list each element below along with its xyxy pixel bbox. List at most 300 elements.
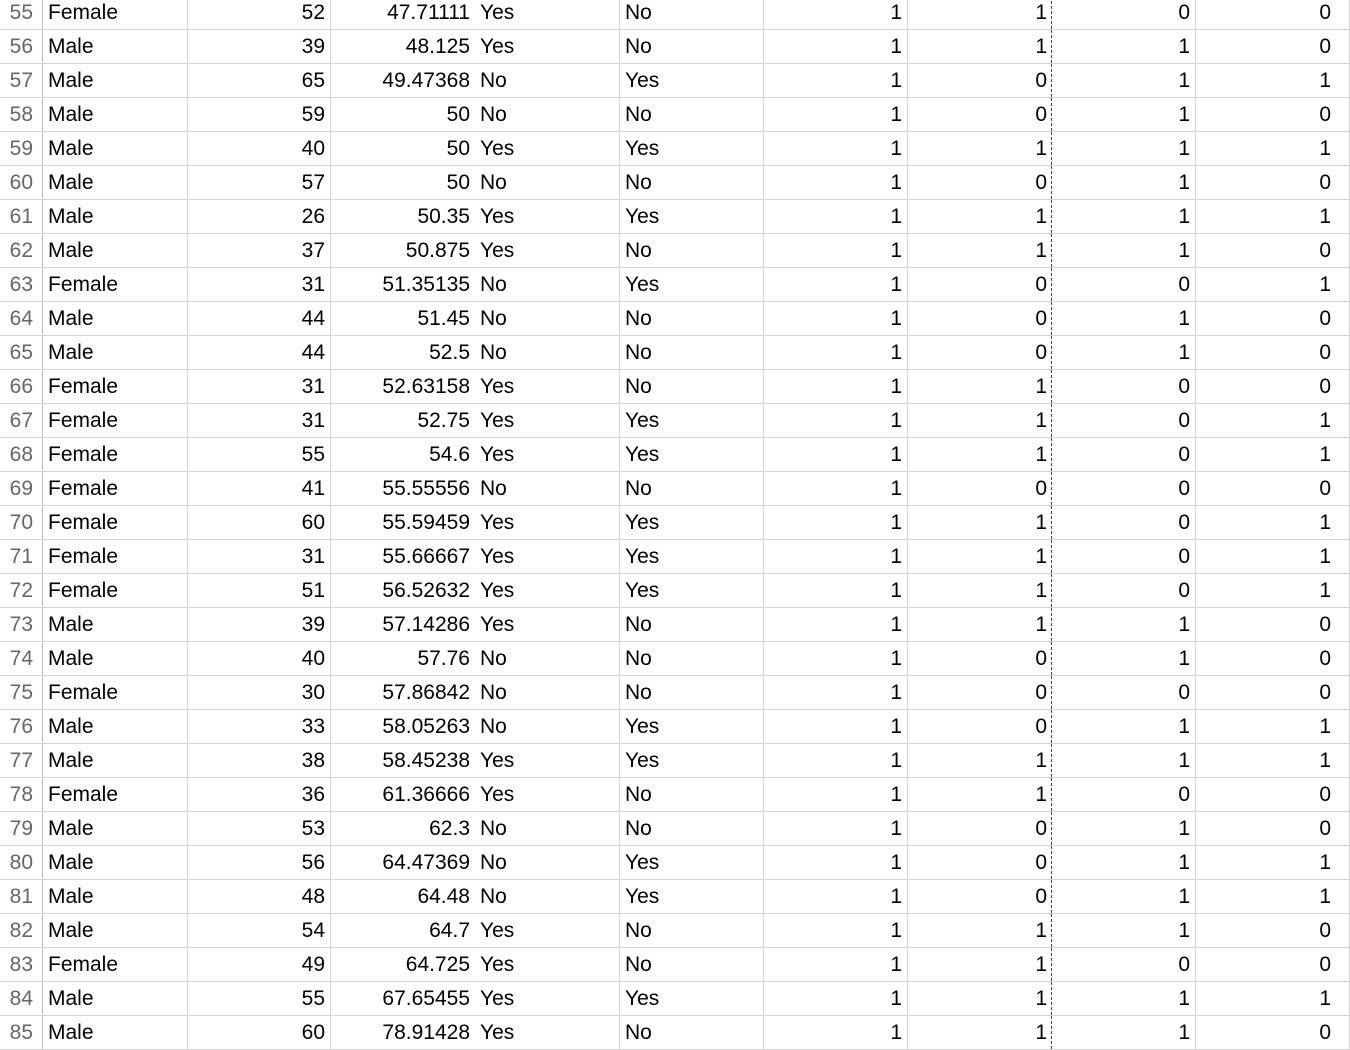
cell-flag-1[interactable]: 1 [764,302,908,335]
cell-yes-no-2[interactable]: No [620,1016,764,1049]
cell-age[interactable]: 31 [188,540,331,573]
cell-flag-2[interactable]: 1 [908,404,1052,437]
cell-value[interactable]: 64.7 [429,918,470,942]
cell-value[interactable]: 52.5 [429,340,470,364]
cell-value[interactable]: 54.6 [429,442,470,466]
cell-age[interactable]: 44 [188,336,331,369]
cell-flag-4[interactable]: 1 [1196,710,1350,743]
cell-flag-4[interactable]: 1 [1196,64,1350,97]
cell-age[interactable]: 31 [188,404,331,437]
cell-yes-no-1[interactable]: Yes [476,506,620,539]
cell-flag-4[interactable]: 0 [1196,472,1350,505]
cell-gender[interactable]: Male [43,234,188,267]
cell-flag-4[interactable]: 1 [1196,438,1350,471]
row-header[interactable]: 82 [0,914,43,947]
cell-yes-no-1[interactable]: No [476,846,620,879]
cell-flag-2[interactable]: 0 [908,710,1052,743]
cell-gender[interactable]: Male [43,812,188,845]
row-header[interactable]: 60 [0,166,43,199]
cell-flag-1[interactable]: 1 [764,778,908,811]
cell-flag-4[interactable]: 0 [1196,676,1350,709]
row-header[interactable]: 75 [0,676,43,709]
cell-flag-3[interactable]: 0 [1052,0,1196,29]
cell-flag-1[interactable]: 1 [764,64,908,97]
cell-yes-no-2[interactable]: Yes [620,880,764,913]
cell-flag-2[interactable]: 1 [908,744,1052,777]
cell-flag-2[interactable]: 0 [908,64,1052,97]
cell-value[interactable]: 50 [446,136,470,160]
cell-flag-1[interactable]: 1 [764,846,908,879]
row-header[interactable]: 68 [0,438,43,471]
cell-yes-no-1[interactable]: Yes [476,778,620,811]
cell-age[interactable]: 30 [188,676,331,709]
cell-flag-4[interactable]: 1 [1196,880,1350,913]
cell-flag-1[interactable]: 1 [764,676,908,709]
cell-value[interactable]: 67.65455 [382,986,470,1010]
cell-gender[interactable]: Female [43,0,188,29]
cell-value[interactable]: 57.86842 [382,680,470,704]
cell-age[interactable]: 52 [188,0,331,29]
cell-flag-4[interactable]: 1 [1196,200,1350,233]
cell-flag-2[interactable]: 0 [908,166,1052,199]
cell-flag-3[interactable]: 1 [1052,30,1196,63]
cell-flag-3[interactable]: 0 [1052,404,1196,437]
row-header[interactable]: 85 [0,1016,43,1049]
cell-value[interactable]: 64.47369 [382,850,470,874]
cell-yes-no-2[interactable]: Yes [620,64,764,97]
cell-flag-4[interactable]: 0 [1196,812,1350,845]
cell-flag-4[interactable]: 0 [1196,1016,1350,1049]
cell-yes-no-2[interactable]: No [620,370,764,403]
cell-yes-no-2[interactable]: No [620,234,764,267]
cell-flag-2[interactable]: 1 [908,370,1052,403]
cell-flag-1[interactable]: 1 [764,98,908,131]
cell-yes-no-2[interactable]: No [620,302,764,335]
cell-yes-no-1[interactable]: Yes [476,948,620,981]
cell-gender[interactable]: Female [43,574,188,607]
cell-flag-4[interactable]: 1 [1196,744,1350,777]
cell-yes-no-2[interactable]: No [620,608,764,641]
cell-gender[interactable]: Female [43,268,188,301]
cell-gender[interactable]: Male [43,302,188,335]
cell-yes-no-1[interactable]: No [476,472,620,505]
cell-value[interactable]: 62.3 [429,816,470,840]
cell-yes-no-2[interactable]: Yes [620,846,764,879]
cell-yes-no-2[interactable]: Yes [620,574,764,607]
cell-value[interactable]: 55.59459 [382,510,470,534]
cell-value[interactable]: 49.47368 [382,68,470,92]
row-header[interactable]: 83 [0,948,43,981]
cell-yes-no-1[interactable]: Yes [476,132,620,165]
cell-value[interactable]: 50.35 [417,204,470,228]
cell-gender[interactable]: Female [43,540,188,573]
cell-yes-no-2[interactable]: Yes [620,438,764,471]
cell-flag-3[interactable]: 0 [1052,506,1196,539]
cell-flag-1[interactable]: 1 [764,200,908,233]
row-header[interactable]: 81 [0,880,43,913]
cell-age[interactable]: 57 [188,166,331,199]
cell-yes-no-2[interactable]: No [620,676,764,709]
cell-flag-4[interactable]: 0 [1196,166,1350,199]
cell-age[interactable]: 36 [188,778,331,811]
cell-yes-no-1[interactable]: Yes [476,0,620,29]
cell-gender[interactable]: Male [43,982,188,1015]
cell-gender[interactable]: Female [43,472,188,505]
cell-flag-4[interactable]: 1 [1196,540,1350,573]
cell-age[interactable]: 31 [188,370,331,403]
cell-yes-no-2[interactable]: No [620,948,764,981]
cell-age[interactable]: 48 [188,880,331,913]
cell-gender[interactable]: Male [43,710,188,743]
cell-flag-3[interactable]: 1 [1052,812,1196,845]
cell-flag-3[interactable]: 1 [1052,642,1196,675]
cell-flag-4[interactable]: 0 [1196,302,1350,335]
cell-flag-4[interactable]: 1 [1196,268,1350,301]
row-header[interactable]: 77 [0,744,43,777]
cell-flag-1[interactable]: 1 [764,370,908,403]
cell-gender[interactable]: Male [43,166,188,199]
cell-yes-no-2[interactable]: No [620,0,764,29]
cell-gender[interactable]: Male [43,642,188,675]
cell-flag-4[interactable]: 0 [1196,0,1350,29]
cell-age[interactable]: 60 [188,506,331,539]
cell-flag-4[interactable]: 0 [1196,336,1350,369]
cell-flag-2[interactable]: 1 [908,506,1052,539]
cell-yes-no-1[interactable]: Yes [476,914,620,947]
cell-value[interactable]: 55.55556 [382,476,470,500]
cell-flag-1[interactable]: 1 [764,234,908,267]
cell-yes-no-2[interactable]: Yes [620,200,764,233]
row-header[interactable]: 58 [0,98,43,131]
cell-value[interactable]: 56.52632 [382,578,470,602]
cell-flag-4[interactable]: 0 [1196,30,1350,63]
cell-flag-3[interactable]: 0 [1052,370,1196,403]
row-header[interactable]: 63 [0,268,43,301]
cell-flag-1[interactable]: 1 [764,0,908,29]
row-header[interactable]: 73 [0,608,43,641]
cell-flag-1[interactable]: 1 [764,336,908,369]
cell-flag-4[interactable]: 0 [1196,234,1350,267]
cell-flag-1[interactable]: 1 [764,132,908,165]
cell-value[interactable]: 52.63158 [382,374,470,398]
cell-yes-no-1[interactable]: Yes [476,404,620,437]
row-header[interactable]: 70 [0,506,43,539]
cell-value[interactable]: 50 [446,102,470,126]
cell-gender[interactable]: Male [43,1016,188,1049]
cell-value[interactable]: 52.75 [417,408,470,432]
cell-value[interactable]: 47.71111 [387,0,470,24]
cell-flag-1[interactable]: 1 [764,642,908,675]
cell-flag-2[interactable]: 1 [908,982,1052,1015]
cell-age[interactable]: 39 [188,30,331,63]
cell-gender[interactable]: Male [43,914,188,947]
cell-value[interactable]: 51.35135 [382,272,470,296]
cell-flag-2[interactable]: 0 [908,98,1052,131]
cell-gender[interactable]: Male [43,336,188,369]
cell-yes-no-1[interactable]: Yes [476,30,620,63]
cell-flag-3[interactable]: 1 [1052,98,1196,131]
cell-value[interactable]: 58.45238 [382,748,470,772]
cell-gender[interactable]: Female [43,676,188,709]
cell-yes-no-2[interactable]: Yes [620,982,764,1015]
row-header[interactable]: 55 [0,0,43,29]
cell-age[interactable]: 31 [188,268,331,301]
cell-gender[interactable]: Female [43,404,188,437]
cell-yes-no-1[interactable]: Yes [476,234,620,267]
row-header[interactable]: 67 [0,404,43,437]
cell-flag-2[interactable]: 0 [908,846,1052,879]
cell-flag-4[interactable]: 0 [1196,914,1350,947]
cell-gender[interactable]: Female [43,506,188,539]
cell-flag-2[interactable]: 0 [908,642,1052,675]
cell-flag-1[interactable]: 1 [764,268,908,301]
cell-yes-no-2[interactable]: No [620,812,764,845]
cell-yes-no-1[interactable]: Yes [476,608,620,641]
row-header[interactable]: 84 [0,982,43,1015]
cell-flag-3[interactable]: 0 [1052,438,1196,471]
cell-flag-4[interactable]: 1 [1196,506,1350,539]
cell-value[interactable]: 58.05263 [382,714,470,738]
cell-age[interactable]: 65 [188,64,331,97]
cell-age[interactable]: 37 [188,234,331,267]
cell-flag-4[interactable]: 0 [1196,608,1350,641]
cell-flag-4[interactable]: 0 [1196,778,1350,811]
cell-yes-no-2[interactable]: No [620,30,764,63]
cell-flag-2[interactable]: 0 [908,880,1052,913]
cell-gender[interactable]: Female [43,438,188,471]
cell-flag-2[interactable]: 1 [908,132,1052,165]
cell-yes-no-1[interactable]: Yes [476,370,620,403]
cell-flag-3[interactable]: 1 [1052,744,1196,777]
cell-value[interactable]: 61.36666 [382,782,470,806]
cell-yes-no-1[interactable]: No [476,710,620,743]
cell-yes-no-1[interactable]: Yes [476,982,620,1015]
cell-age[interactable]: 60 [188,1016,331,1049]
cell-yes-no-1[interactable]: No [476,166,620,199]
cell-flag-2[interactable]: 1 [908,0,1052,29]
cell-flag-1[interactable]: 1 [764,710,908,743]
cell-flag-4[interactable]: 1 [1196,574,1350,607]
cell-value[interactable]: 51.45 [417,306,470,330]
cell-flag-3[interactable]: 0 [1052,472,1196,505]
cell-age[interactable]: 40 [188,132,331,165]
cell-flag-2[interactable]: 1 [908,30,1052,63]
cell-age[interactable]: 56 [188,846,331,879]
row-header[interactable]: 56 [0,30,43,63]
cell-flag-3[interactable]: 0 [1052,676,1196,709]
cell-yes-no-2[interactable]: Yes [620,268,764,301]
cell-flag-4[interactable]: 1 [1196,982,1350,1015]
cell-flag-2[interactable]: 0 [908,676,1052,709]
cell-flag-1[interactable]: 1 [764,166,908,199]
cell-flag-2[interactable]: 0 [908,268,1052,301]
cell-flag-2[interactable]: 1 [908,200,1052,233]
cell-flag-1[interactable]: 1 [764,540,908,573]
cell-flag-3[interactable]: 1 [1052,710,1196,743]
cell-yes-no-1[interactable]: Yes [476,744,620,777]
cell-flag-2[interactable]: 1 [908,778,1052,811]
cell-flag-3[interactable]: 1 [1052,64,1196,97]
cell-yes-no-2[interactable]: No [620,336,764,369]
row-header[interactable]: 80 [0,846,43,879]
cell-value[interactable]: 50 [446,170,470,194]
cell-age[interactable]: 59 [188,98,331,131]
cell-gender[interactable]: Female [43,778,188,811]
cell-yes-no-1[interactable]: No [476,64,620,97]
cell-flag-1[interactable]: 1 [764,948,908,981]
cell-yes-no-1[interactable]: Yes [476,438,620,471]
cell-age[interactable]: 41 [188,472,331,505]
cell-flag-3[interactable]: 0 [1052,574,1196,607]
cell-flag-1[interactable]: 1 [764,438,908,471]
cell-flag-3[interactable]: 0 [1052,540,1196,573]
cell-flag-3[interactable]: 1 [1052,1016,1196,1049]
cell-flag-3[interactable]: 0 [1052,948,1196,981]
cell-yes-no-2[interactable]: Yes [620,506,764,539]
cell-age[interactable]: 55 [188,438,331,471]
row-header[interactable]: 78 [0,778,43,811]
cell-gender[interactable]: Male [43,608,188,641]
cell-flag-3[interactable]: 1 [1052,608,1196,641]
cell-age[interactable]: 38 [188,744,331,777]
cell-value[interactable]: 64.725 [405,952,470,976]
row-header[interactable]: 72 [0,574,43,607]
cell-flag-3[interactable]: 1 [1052,982,1196,1015]
cell-flag-2[interactable]: 1 [908,948,1052,981]
cell-flag-4[interactable]: 1 [1196,132,1350,165]
cell-gender[interactable]: Male [43,846,188,879]
cell-yes-no-2[interactable]: No [620,914,764,947]
cell-yes-no-2[interactable]: No [620,98,764,131]
cell-value[interactable]: 50.875 [405,238,470,262]
cell-flag-4[interactable]: 1 [1196,846,1350,879]
row-header[interactable]: 69 [0,472,43,505]
cell-yes-no-1[interactable]: No [476,302,620,335]
cell-flag-1[interactable]: 1 [764,574,908,607]
cell-value[interactable]: 48.125 [405,34,470,58]
cell-yes-no-2[interactable]: No [620,642,764,675]
cell-age[interactable]: 40 [188,642,331,675]
cell-flag-2[interactable]: 1 [908,540,1052,573]
cell-gender[interactable]: Female [43,370,188,403]
cell-yes-no-1[interactable]: Yes [476,200,620,233]
cell-yes-no-2[interactable]: No [620,778,764,811]
cell-age[interactable]: 54 [188,914,331,947]
cell-yes-no-1[interactable]: No [476,268,620,301]
cell-age[interactable]: 55 [188,982,331,1015]
cell-flag-1[interactable]: 1 [764,404,908,437]
cell-gender[interactable]: Male [43,30,188,63]
row-header[interactable]: 64 [0,302,43,335]
row-header[interactable]: 59 [0,132,43,165]
row-header[interactable]: 66 [0,370,43,403]
cell-flag-2[interactable]: 0 [908,302,1052,335]
cell-flag-3[interactable]: 1 [1052,914,1196,947]
row-header[interactable]: 57 [0,64,43,97]
cell-yes-no-1[interactable]: No [476,880,620,913]
cell-flag-3[interactable]: 1 [1052,846,1196,879]
cell-flag-3[interactable]: 1 [1052,166,1196,199]
cell-flag-3[interactable]: 1 [1052,336,1196,369]
cell-age[interactable]: 49 [188,948,331,981]
cell-flag-1[interactable]: 1 [764,506,908,539]
cell-yes-no-1[interactable]: No [476,642,620,675]
row-header[interactable]: 71 [0,540,43,573]
cell-flag-3[interactable]: 1 [1052,234,1196,267]
cell-gender[interactable]: Male [43,880,188,913]
cell-flag-1[interactable]: 1 [764,30,908,63]
cell-flag-3[interactable]: 1 [1052,200,1196,233]
cell-flag-4[interactable]: 1 [1196,404,1350,437]
cell-gender[interactable]: Male [43,744,188,777]
cell-age[interactable]: 39 [188,608,331,641]
cell-yes-no-2[interactable]: No [620,166,764,199]
row-header[interactable]: 65 [0,336,43,369]
cell-gender[interactable]: Female [43,948,188,981]
cell-yes-no-2[interactable]: Yes [620,744,764,777]
cell-flag-1[interactable]: 1 [764,1016,908,1049]
cell-gender[interactable]: Male [43,98,188,131]
cell-flag-1[interactable]: 1 [764,608,908,641]
cell-yes-no-1[interactable]: No [476,676,620,709]
cell-flag-1[interactable]: 1 [764,914,908,947]
cell-flag-1[interactable]: 1 [764,982,908,1015]
cell-flag-2[interactable]: 1 [908,1016,1052,1049]
cell-flag-3[interactable]: 1 [1052,880,1196,913]
cell-flag-4[interactable]: 0 [1196,98,1350,131]
cell-flag-2[interactable]: 0 [908,472,1052,505]
cell-flag-2[interactable]: 1 [908,574,1052,607]
cell-flag-2[interactable]: 1 [908,234,1052,267]
cell-gender[interactable]: Male [43,132,188,165]
row-header[interactable]: 76 [0,710,43,743]
cell-yes-no-1[interactable]: Yes [476,574,620,607]
cell-yes-no-2[interactable]: Yes [620,132,764,165]
cell-flag-2[interactable]: 0 [908,336,1052,369]
cell-age[interactable]: 44 [188,302,331,335]
cell-gender[interactable]: Male [43,200,188,233]
cell-flag-3[interactable]: 0 [1052,778,1196,811]
cell-flag-4[interactable]: 0 [1196,642,1350,675]
cell-yes-no-1[interactable]: No [476,98,620,131]
cell-yes-no-1[interactable]: Yes [476,1016,620,1049]
cell-age[interactable]: 51 [188,574,331,607]
cell-yes-no-2[interactable]: Yes [620,404,764,437]
cell-yes-no-1[interactable]: No [476,812,620,845]
cell-flag-2[interactable]: 1 [908,608,1052,641]
cell-age[interactable]: 33 [188,710,331,743]
cell-flag-1[interactable]: 1 [764,880,908,913]
cell-flag-2[interactable]: 0 [908,812,1052,845]
cell-gender[interactable]: Male [43,64,188,97]
cell-flag-1[interactable]: 1 [764,812,908,845]
cell-value[interactable]: 78.91428 [382,1020,470,1044]
cell-flag-1[interactable]: 1 [764,472,908,505]
cell-yes-no-1[interactable]: No [476,336,620,369]
cell-flag-3[interactable]: 0 [1052,268,1196,301]
cell-value[interactable]: 55.66667 [382,544,470,568]
cell-flag-3[interactable]: 1 [1052,302,1196,335]
cell-value[interactable]: 64.48 [417,884,470,908]
cell-yes-no-2[interactable]: No [620,472,764,505]
cell-yes-no-1[interactable]: Yes [476,540,620,573]
cell-age[interactable]: 26 [188,200,331,233]
row-header[interactable]: 74 [0,642,43,675]
row-header[interactable]: 61 [0,200,43,233]
cell-flag-3[interactable]: 1 [1052,132,1196,165]
cell-value[interactable]: 57.14286 [382,612,470,636]
cell-flag-1[interactable]: 1 [764,744,908,777]
